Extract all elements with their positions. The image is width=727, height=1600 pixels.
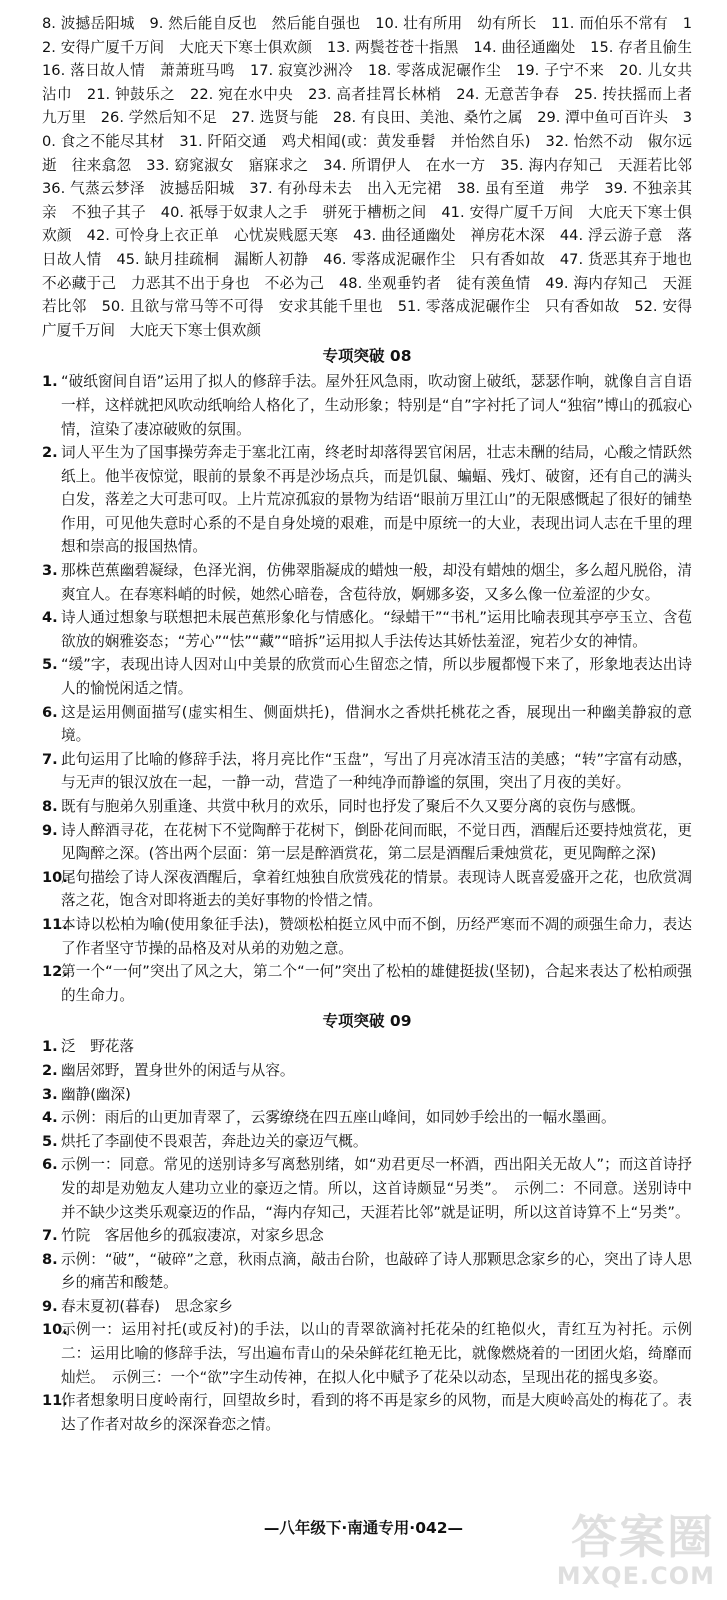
answer-item	[42, 1224, 692, 1248]
fill-in-answers: 8. 波撼岳阳城 9. 然后能自反也 然后能自强也 10. 壮有所用 幼有所长 11. 而伯乐不常有 12. 安得广厦千万间 大庇天下寒士俱欢颜 13. 两鬓苍苍十指黑 14. 曲径通幽处 15. 存者且偷生 16. 落日故人情 萧萧班马鸣 17. 寂寞沙洲冷 18. 零落成泥碾作尘 19. 子宁不来 20. 儿女共沾巾 21. 钟鼓乐之 22. 宛在水中央 23. 高者挂罥长林梢 24. 无意苦争春 25. 抟扶摇而上者九万里 26. 学然后知不足 27. 选贤与能 28. 有良田、美池、桑竹之属 29. 潭中鱼可百许头 30. 食之不能尽其材 31. 阡陌交通 鸡犬相闻(或：黄发垂髫 并怡然自乐) 32. 怡然不动 俶尔远逝 往来翕忽 33. 窈窕淑女 寤寐求之 34. 所谓伊人 在水一方 35. 海内存知己 天涯若比邻 36. 气蒸云梦泽 波撼岳阳城 37. 有孙母未去 出入无完裙 38. 虽有至道 弗学 39. 不独亲其亲 不独子其子 40. 祇辱于奴隶人之手 骈死于槽枥之间 41. 安得广厦千万间 大庇天下寒士俱欢颜 42. 可怜身上衣正单 心忧炭贱愿天寒 43. 曲径通幽处 禅房花木深 44. 浮云游子意 落日故人情 45. 缺月挂疏桐 漏断人初静 46. 零落成泥碾作尘 只有香如故 47. 货恶其弃于地也 不必藏于己 力恶其不出于身也 不必为己 48. 坐观垂钓者 徒有羡鱼情 49. 海内存知己 天涯若比邻 50. 且欲与常马等不可得 安求其能千里也 51. 零落成泥碾作尘 只有香如故 52. 安得广厦千万间 大庇天下寒士俱欢颜	[42, 15, 707, 339]
watermark-logo	[525, 1512, 715, 1592]
item-text: 示例一：运用衬托(或反衬)的手法，以山的青翠欲滴衬托花朵的红艳似火，青红互为衬托。示例二：运用比喻的修辞手法，写出遍布青山的朵朵鲜花红艳无比，就像燃烧着的一团团火焰，绮靡而灿烂。 示例三：一个“欲”字生动传神，在拟人化中赋予了花朵以动态，呈现出花的摇曳多姿。	[61, 1321, 692, 1386]
item-number: 5.	[42, 1132, 58, 1150]
item-text: 幽静(幽深)	[61, 1085, 131, 1103]
item-number: 10.	[42, 868, 68, 886]
item-text: “破纸窗间自语”运用了拟人的修辞手法。屋外狂风急雨，吹动窗上破纸，瑟瑟作响，就像自言自语一样，这样就把风吹动纸响给人格化了，生动形象；特别是“自”字衬托了词人“独宿”博山的孤寂心情，渲染了凄凉破败的氛围。	[61, 373, 692, 438]
item-text: 这是运用侧面描写(虚实相生、侧面烘托)，借涧水之香烘托桃花之香，展现出一种幽美静寂的意境。	[61, 703, 692, 745]
item-text: 第一个“一何”突出了风之大，第二个“一何”突出了松柏的雄健挺拔(坚韧)，合起来表达了松柏顽强的生命力。	[61, 963, 692, 1004]
answer-item	[42, 653, 692, 700]
item-number: 10.	[42, 1321, 68, 1339]
answer-item	[42, 1318, 692, 1389]
item-number: 3.	[42, 562, 58, 580]
item-number: 12.	[42, 963, 68, 981]
item-number: 11.	[42, 1392, 68, 1410]
answer-item	[42, 441, 692, 559]
answer-item	[42, 1389, 692, 1436]
answer-page	[42, 12, 707, 1436]
item-text: 尾句描绘了诗人深夜酒醒后，拿着红烛独自欣赏残花的情景。表现诗人既喜爱盛开之花，也欣赏凋落之花，饱含对即将逝去的美好事物的怜惜之情。	[61, 868, 692, 910]
item-number: 9.	[42, 1297, 58, 1315]
item-text: 既有与胞弟久别重逢、共赏中秋月的欢乐，同时也抒发了聚后不久又要分离的哀伤与感慨。	[61, 798, 645, 815]
answer-item	[42, 1059, 692, 1083]
answer-item	[42, 370, 692, 441]
item-number: 1.	[42, 1038, 58, 1056]
answer-list	[42, 1035, 692, 1436]
item-text: 诗人醉酒寻花，在花树下不觉陶醉于花树下，倒卧花间而眠，不觉日西，酒醒后还要持烛赏花，更见陶醉之深。(答出两个层面：第一层是醉酒赏花，第二层是酒醒后秉烛赏花，更见陶醉之深)	[61, 821, 692, 863]
item-text: 那株芭蕉幽碧凝绿，色泽光润，仿佛翠脂凝成的蜡烛一般，却没有蜡烛的烟尘，多么超凡脱俗，清爽宜人。在春寒料峭的时候，她然心暗卷，含苞待放，婀娜多姿，又多么像一位羞涩的少女。	[61, 562, 692, 603]
answer-item	[42, 960, 692, 1007]
answer-item	[42, 913, 692, 960]
watermark-url: MXQE.COM	[556, 1562, 715, 1590]
item-text: 诗人通过想象与联想把未展芭蕉形象化与情感化。“绿蜡干”“书札”运用比喻表现其亭亭玉立、含苞欲放的娴雅姿态；“芳心”“怯”“藏”“暗拆”运用拟人手法传达其娇怯羞涩，宛若少女的神情。	[61, 609, 692, 650]
section-title: 专项突破 08	[322, 347, 412, 366]
item-text: 作者想象明日度岭南行，回望故乡时，看到的将不再是家乡的风物，而是大庾岭高处的梅花了。表达了作者对故乡的深深眷恋之情。	[61, 1392, 692, 1433]
answer-item	[42, 748, 692, 795]
item-number: 2.	[42, 444, 58, 462]
item-text: 本诗以松柏为喻(使用象征手法)，赞颂松柏挺立风中而不倒，历经严寒而不凋的顽强生命力，表达了作者坚守节操的品格及对从弟的劝勉之意。	[61, 915, 692, 957]
item-number: 8.	[42, 798, 58, 815]
item-text: 示例一：同意。常见的送别诗多写离愁别绪，如“劝君更尽一杯酒，西出阳关无故人”；而这首诗抒发的却是劝勉友人建功立业的豪迈之情。所以，这首诗颇显“另类”。 示例二：不同意。送别诗中并不缺少这类乐观豪迈的作品，“海内存知己，天涯若比邻”就是证明，所以这首诗算不上“另类”。	[61, 1156, 692, 1221]
item-number: 6.	[42, 703, 58, 721]
item-number: 7.	[42, 750, 58, 768]
item-text: 词人平生为了国事操劳奔走于塞北江南，终老时却落得罢官闲居，壮志未酬的结局，心酸之情跃然纸上。他半夜惊觉，眼前的景象不再是沙场点兵，而是饥鼠、蝙蝠、残灯、破窗，还有自己的满头白发，落差之大可悲可叹。上片荒凉孤寂的景物为结语“眼前万里江山”的无限感慨起了很好的铺垫作用，可见他失意时心系的不是自身处境的艰难，而是中原统一的大业，表现出词人志在千里的理想和崇高的报国热情。	[61, 444, 692, 556]
answer-item	[42, 866, 692, 913]
answer-item	[42, 1153, 692, 1224]
item-text: 幽居郊野，置身世外的闲适与从容。	[61, 1061, 295, 1079]
answer-item	[42, 1035, 692, 1059]
page-footer: —八年级下·南通专用·042—	[263, 1519, 464, 1537]
item-number: 4.	[42, 1109, 58, 1127]
item-number: 4.	[42, 609, 58, 627]
answer-item	[42, 701, 692, 748]
item-number: 5.	[42, 656, 58, 674]
answer-list	[42, 370, 692, 1007]
section-09	[42, 1008, 692, 1436]
section-08	[42, 343, 692, 1007]
item-number: 2.	[42, 1061, 58, 1079]
answer-item	[42, 559, 692, 606]
watermark-text: 答案圈	[571, 1510, 715, 1564]
item-text: 烘托了李副使不畏艰苦，奔赴边关的豪迈气概。	[61, 1132, 368, 1150]
item-text: 示例：“破”，“破碎”之意，秋雨点滴，敲击台阶，也敲碎了诗人那颗思念家乡的心，突出了诗人思乡的痛苦和酸楚。	[61, 1250, 692, 1292]
item-number: 6.	[42, 1156, 58, 1174]
item-text: “缓”字，表现出诗人因对山中美景的欣赏而心生留恋之情，所以步履都慢下来了，形象地表达出诗人的愉悦闲适之情。	[61, 656, 692, 698]
item-number: 11.	[42, 915, 68, 933]
answer-item	[42, 606, 692, 653]
answer-item	[42, 819, 692, 866]
item-number: 3.	[42, 1085, 58, 1103]
answer-item	[42, 1106, 692, 1130]
item-text: 泛 野花落	[61, 1038, 134, 1056]
item-number: 9.	[42, 821, 58, 839]
item-text: 示例：雨后的山更加青翠了，云雾缭绕在四五座山峰间，如同妙手绘出的一幅水墨画。	[61, 1109, 616, 1127]
item-number: 1.	[42, 373, 58, 391]
answer-item	[42, 1295, 692, 1319]
item-number: 8.	[42, 1250, 58, 1268]
answer-item	[42, 1083, 692, 1107]
item-text: 此句运用了比喻的修辞手法，将月亮比作“玉盘”，写出了月亮冰清玉洁的美感；“转”字富有动感，与无声的银汉放在一起，一静一动，营造了一种纯净而静谧的氛围，突出了月夜的美好。	[61, 750, 692, 792]
section-title: 专项突破 09	[322, 1012, 412, 1031]
answer-item	[42, 795, 692, 819]
item-text: 春末夏初(暮春) 思念家乡	[61, 1297, 233, 1315]
answer-item	[42, 1130, 692, 1154]
item-number: 7.	[42, 1227, 58, 1245]
answer-item	[42, 1248, 692, 1295]
item-text: 竹院 客居他乡的孤寂凄凉，对家乡思念	[61, 1227, 324, 1245]
